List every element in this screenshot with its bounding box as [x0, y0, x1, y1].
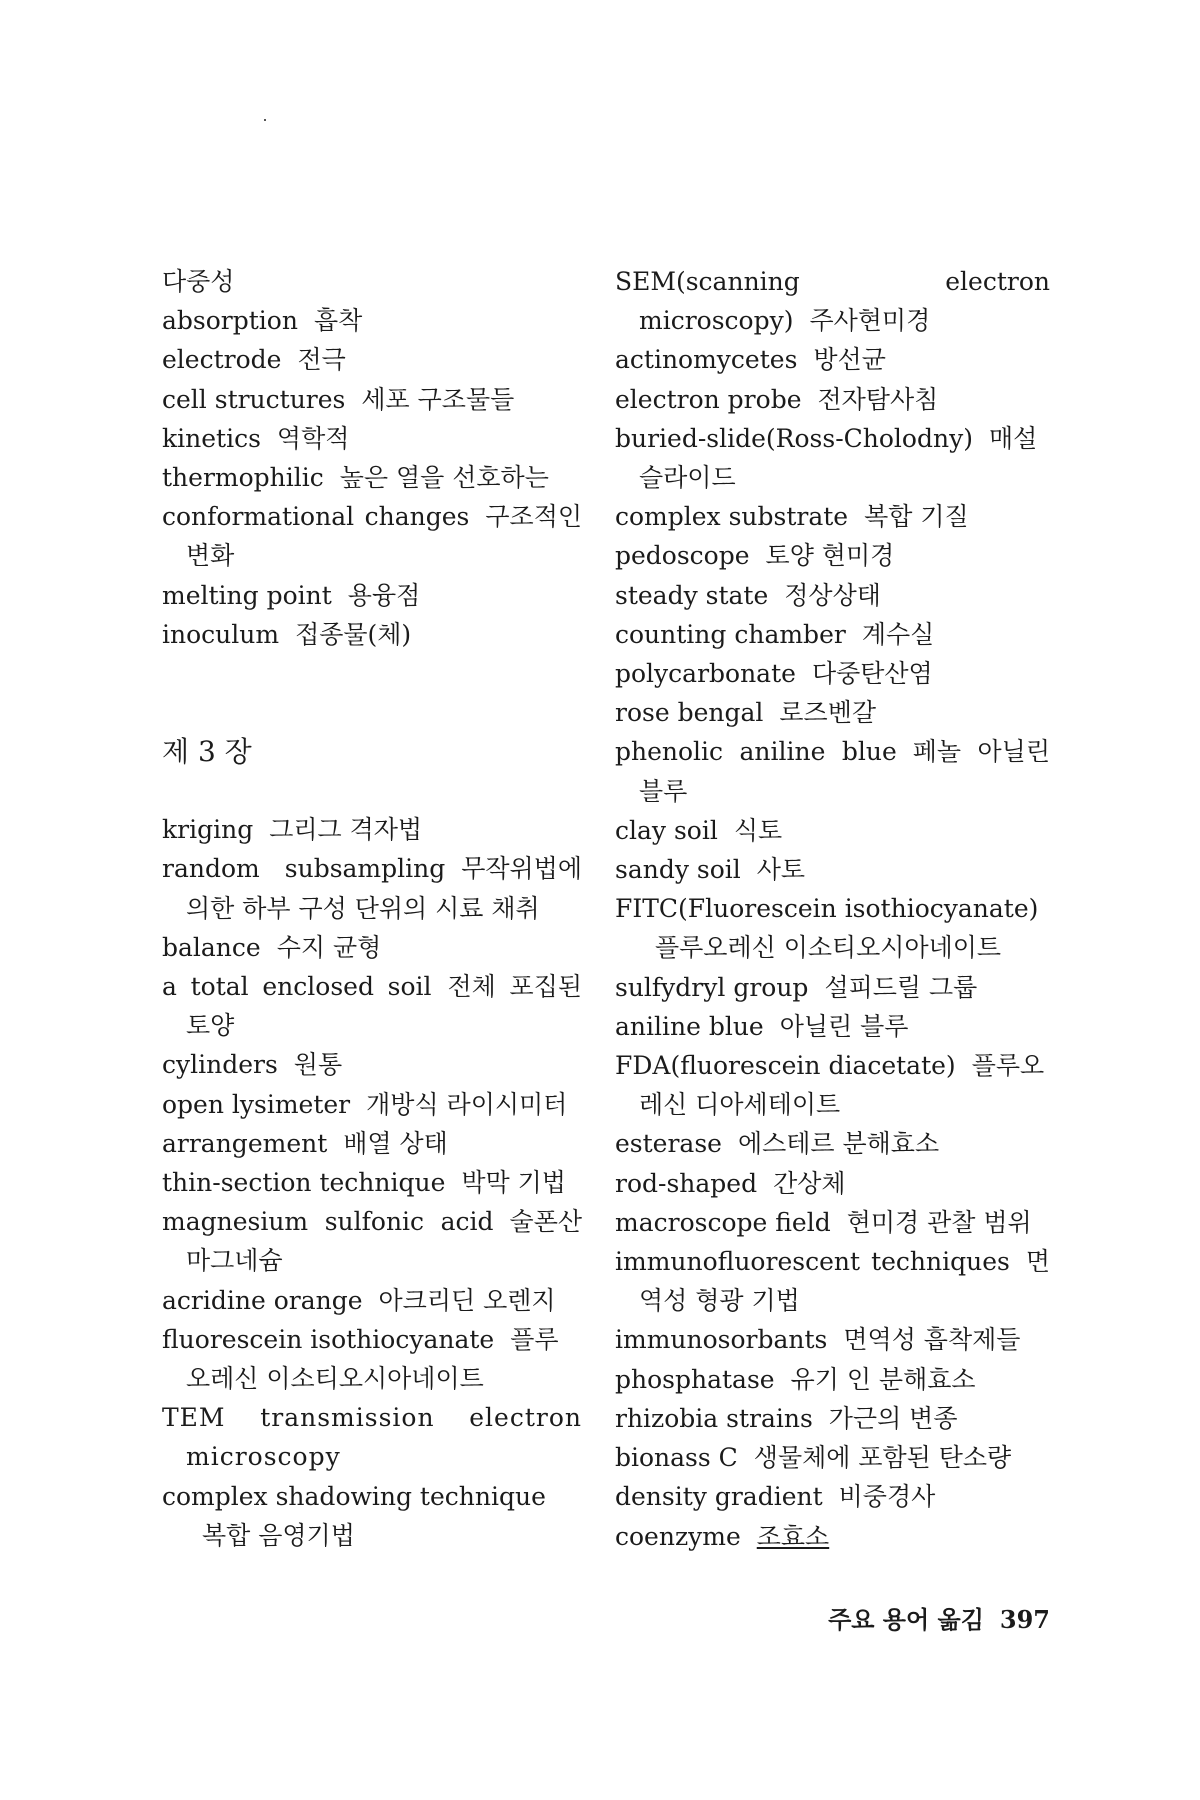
term-en: inoculum: [162, 619, 280, 649]
right-column: [615, 262, 1050, 1556]
glossary-entry: [615, 1124, 1050, 1163]
glossary-entry: [162, 301, 582, 340]
term-en: electrode: [162, 345, 282, 375]
term-en: actinomycetes: [615, 345, 798, 375]
term-en: immunofluorescent techniques: [615, 1247, 1010, 1277]
term-ko: 계수실: [861, 619, 935, 649]
term-ko: 복합 기질: [864, 502, 969, 532]
term-ko: 가근의 변종: [828, 1403, 958, 1433]
term-ko: 비중경사: [838, 1482, 936, 1512]
glossary-entry: [615, 1164, 1050, 1203]
glossary-entry: [162, 262, 582, 301]
term-en: thermophilic: [162, 463, 324, 493]
glossary-entry: [615, 1320, 1050, 1359]
term-en: acridine orange: [162, 1285, 363, 1315]
glossary-entry: [615, 1007, 1050, 1046]
term-en: rose bengal: [615, 698, 764, 728]
term-en: open lysimeter: [162, 1089, 351, 1119]
term-ko: 전자탐사침: [817, 384, 939, 414]
term-en: phosphatase: [615, 1364, 775, 1394]
term-ko: 술폰산 마그네슘: [186, 1207, 582, 1276]
glossary-entry: [615, 262, 1050, 340]
glossary-entry: [162, 1045, 582, 1084]
glossary-entry: [162, 576, 582, 615]
glossary-entry: [615, 1438, 1050, 1477]
term-ko: 구조적인 변화: [186, 502, 582, 571]
term-ko: 원통: [293, 1050, 343, 1080]
glossary-entry: [162, 928, 582, 967]
term-ko: 플루오레신 이소티오시아네이트: [655, 933, 1002, 963]
term-en: FITC(Fluorescein isothiocyanate): [615, 894, 1039, 924]
term-ko: 아크리딘 오렌지: [378, 1285, 556, 1315]
term-en: counting chamber: [615, 619, 846, 649]
term-en: cell structures: [162, 384, 346, 414]
glossary-entry: [615, 1399, 1050, 1438]
term-ko: 그리그 격자법: [269, 815, 423, 845]
term-en: fluorescein isothiocyanate: [162, 1324, 495, 1354]
term-en: sandy soil: [615, 855, 741, 885]
term-ko: 개방식 라이시미터: [366, 1089, 568, 1119]
term-ko: 토양 현미경: [765, 541, 895, 571]
chapter-heading: 제 3 장: [162, 735, 252, 769]
term-ko: 페놀 아닐린 블루: [639, 737, 1050, 806]
term-en: coenzyme: [615, 1521, 741, 1551]
term-en: complex shadowing technique: [162, 1481, 546, 1511]
term-en: a total enclosed soil: [162, 972, 432, 1002]
term-en: sulfydryl group: [615, 972, 809, 1002]
term-ko: 로즈벤갈: [779, 698, 876, 728]
left-column: [162, 262, 582, 1555]
term-ko: 간상체: [773, 1168, 846, 1198]
term-ko: 식토: [733, 815, 783, 845]
term-en: conformational changes: [162, 502, 470, 532]
term-ko: 복합 음영기법: [202, 1520, 355, 1550]
term-en: density gradient: [615, 1482, 823, 1512]
term-en: cylinders: [162, 1050, 278, 1080]
term-ko: 박막 기법: [461, 1168, 566, 1198]
term-ko: 플루오레신 이소티오시아네이트: [186, 1324, 559, 1394]
term-ko: 조효소: [756, 1521, 830, 1551]
page-number: 397: [999, 1605, 1050, 1634]
glossary-entry: [615, 340, 1050, 379]
section-gap: [162, 771, 582, 810]
term-ko: 아닐린 블루: [779, 1011, 909, 1041]
term-ko: 생물체에 포함된 탄소량: [753, 1443, 1012, 1473]
term-ko: 수지 균형: [276, 932, 382, 962]
term-en: TEM transmission electron microscopy: [162, 1403, 582, 1472]
term-en: polycarbonate: [615, 659, 796, 689]
term-ko: 접종물(체): [295, 619, 412, 649]
glossary-entry: [162, 1202, 582, 1280]
term-en: balance: [162, 932, 261, 962]
term-ko: 배열 상태: [343, 1128, 448, 1158]
term-ko: 현미경 관찰 범위: [846, 1207, 1032, 1237]
term-en: clay soil: [615, 815, 718, 845]
glossary-entry: [615, 615, 1050, 654]
glossary-entry: [162, 967, 582, 1045]
term-en: macroscope field: [615, 1207, 831, 1237]
term-en: SEM(scanning electron microscopy): [615, 267, 1050, 336]
glossary-entry: [615, 1517, 1050, 1556]
glossary-entry: [162, 1124, 582, 1163]
term-ko: 무작위법에 의한 하부 구성 단위의 시료 채취: [186, 854, 582, 923]
glossary-entry: [162, 340, 582, 379]
glossary-entry: [162, 1477, 582, 1555]
term-en: electron probe: [615, 384, 802, 414]
term-en: rod-shaped: [615, 1168, 758, 1198]
term-en: magnesium sulfonic acid: [162, 1207, 494, 1237]
glossary-entry: [615, 693, 1050, 732]
term-ko: 용융점: [347, 580, 421, 610]
term-en: immunosorbants: [615, 1325, 828, 1355]
term-ko: 정상상태: [784, 580, 881, 610]
term-en: rhizobia strains: [615, 1403, 813, 1433]
glossary-entry: [615, 380, 1050, 419]
page-footer: [760, 1600, 1050, 1635]
term-ko: 전극: [297, 345, 346, 375]
term-en: phenolic aniline blue: [615, 737, 897, 767]
left-group-b: [162, 810, 582, 1555]
glossary-entry: [615, 1242, 1050, 1320]
term-ko: 역학적: [276, 423, 350, 453]
term-ko: 전체 포집된 토양: [186, 972, 582, 1041]
left-group-a: [162, 262, 582, 654]
glossary-entry: [162, 1398, 582, 1476]
term-ko: 세포 구조물들: [361, 384, 515, 414]
term-ko: 다중탄산염: [811, 659, 933, 689]
glossary-entry: [162, 419, 582, 458]
term-en: kinetics: [162, 423, 261, 453]
term-ko: 유기 인 분해효소: [790, 1364, 976, 1394]
glossary-entry: [162, 497, 582, 575]
glossary-entry: [615, 1360, 1050, 1399]
term-en: complex substrate: [615, 502, 849, 532]
term-ko: 사토: [756, 855, 806, 885]
glossary-entry: [615, 968, 1050, 1007]
glossary-entry: [615, 497, 1050, 536]
term-en: absorption: [162, 306, 298, 336]
term-ko: 흡착: [313, 306, 363, 336]
term-en: aniline blue: [615, 1011, 764, 1041]
glossary-entry: [162, 1281, 582, 1320]
term-en: esterase: [615, 1129, 722, 1159]
glossary-entry: [615, 1046, 1050, 1124]
term-en: bionass C: [615, 1443, 738, 1473]
term-ko: 매설 슬라이드: [639, 423, 1038, 493]
term-ko: 면역성 형광 기법: [639, 1247, 1050, 1316]
glossary-entry: [162, 1085, 582, 1124]
glossary-entry: [162, 810, 582, 849]
glossary-entry: [615, 536, 1050, 575]
glossary-entry: [162, 615, 582, 654]
glossary-entry: [615, 811, 1050, 850]
glossary-entry: [615, 576, 1050, 615]
section-gap: [162, 654, 582, 732]
term-ko: 높은 열을 선호하는: [339, 463, 549, 493]
glossary-entry: [615, 1477, 1050, 1516]
term-ko: 플루오레신 디아세테이트: [639, 1051, 1045, 1120]
glossary-entry: [615, 1203, 1050, 1242]
glossary-entry: [162, 1163, 582, 1202]
term-en: steady state: [615, 580, 769, 610]
glossary-entry: [162, 458, 582, 497]
term-en: melting point: [162, 580, 332, 610]
glossary-entry: [615, 732, 1050, 810]
term-en: FDA(fluorescein diacetate): [615, 1051, 956, 1081]
term-ko: 설피드릴 그룹: [824, 972, 978, 1002]
glossary-entry: [162, 849, 582, 927]
term-en: arrangement: [162, 1128, 328, 1158]
glossary-entry: [162, 380, 582, 419]
glossary-entry: [615, 419, 1050, 497]
term-ko: 방선균: [813, 345, 886, 375]
glossary-entry: [615, 654, 1050, 693]
stray-dot: [264, 119, 266, 121]
running-title: 주요 용어 옮김: [828, 1605, 984, 1634]
term-ko: 에스테르 분해효소: [737, 1129, 940, 1159]
term-en: pedoscope: [615, 541, 750, 571]
term-en: buried-slide(Ross-Cholodny): [615, 423, 973, 453]
term-en: random subsampling: [162, 854, 446, 884]
term-ko: 면역성 흡착제들: [843, 1325, 1021, 1355]
term-ko: 다중성: [162, 267, 235, 296]
term-ko: 주사현미경: [809, 306, 931, 336]
glossary-entry: [162, 1320, 582, 1398]
glossary-entry: [615, 850, 1050, 889]
term-en: thin-section technique: [162, 1168, 446, 1198]
term-en: kriging: [162, 815, 254, 845]
glossary-entry: [615, 889, 1050, 967]
